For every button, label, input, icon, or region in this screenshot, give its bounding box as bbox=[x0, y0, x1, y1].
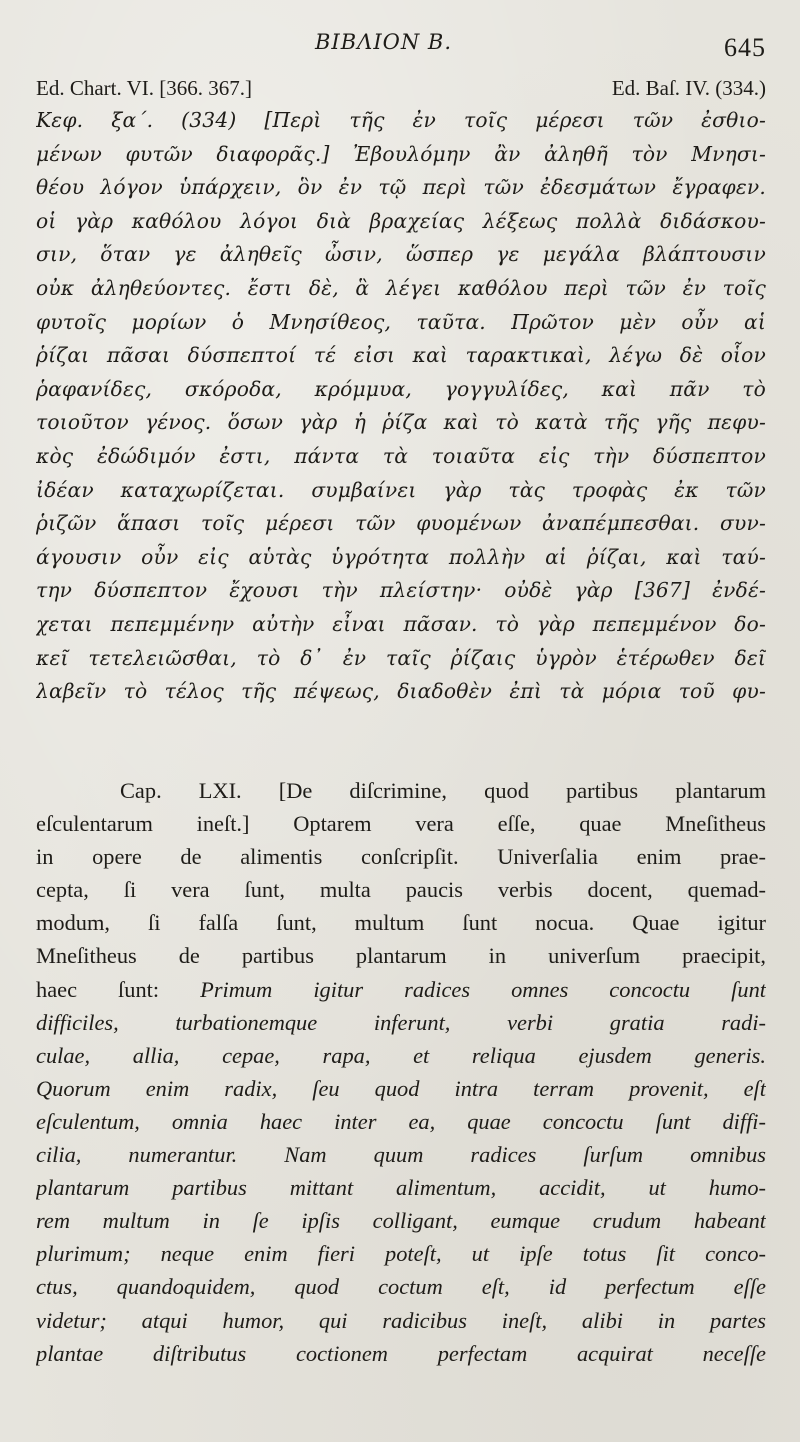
italic-text-segment: plantae diſtributus coctionem perfectam acquirat neceſſe bbox=[36, 1340, 766, 1366]
roman-text-segment: in opere de alimentis conſcripſit. Univerſalia enim prae- bbox=[36, 844, 766, 870]
greek-text-line: κὸς ἐδώδιμόν ἐστι, πάντα τὰ τοιαῦτα εἰς τὴν δύσπεπτον bbox=[36, 443, 766, 468]
roman-text-segment: haec ſunt: bbox=[36, 976, 201, 1002]
greek-text-line: κεῖ τετελειῶσθαι, τὸ δ᾽ ἐν ταῖς ῥίζαις ὑγρὸν ἑτέρωθεν δεῖ bbox=[36, 645, 766, 670]
greek-text-line: Κεφ. ξα΄. (334) [Περὶ τῆς ἐν τοῖς μέρεσι τῶν ἐσθιο- bbox=[36, 108, 766, 132]
italic-text-segment: plurimum; neque enim fieri poteſt, ut ipſe totus ſit conco- bbox=[36, 1241, 766, 1267]
italic-text-segment: Quorum enim radix, ſeu quod intra terram provenit, eſt bbox=[36, 1075, 766, 1101]
roman-text-segment: Mneſitheus de partibus plantarum in univerſum praecipit, bbox=[36, 943, 766, 969]
greek-text-line: χεται πεπεμμένην αὐτὴν εἶναι πᾶσαν. τὸ γὰρ πεπεμμένον δο- bbox=[36, 611, 766, 636]
latin-text-line bbox=[36, 1072, 766, 1105]
greek-text-line: ῥίζαι πᾶσαι δύσπεπτοί τέ εἰσι καὶ ταρακτικαὶ, λέγω δὲ οἷον bbox=[36, 343, 766, 368]
edition-references bbox=[36, 76, 766, 106]
latin-text-line bbox=[36, 1138, 766, 1171]
italic-text-segment: cilia, numerantur. Nam quum radices ſurſum omnibus bbox=[36, 1142, 766, 1168]
roman-text-segment: modum, ſi falſa ſunt, multum ſunt nocua. Quae igitur bbox=[36, 910, 766, 936]
italic-text-segment: videtur; atqui humor, qui radicibus ineſt, alibi in partes bbox=[36, 1307, 766, 1333]
greek-text-line: φυτοῖς μορίων ὁ Μνησίθεος, ταῦτα. Πρῶτον μὲν οὖν αἱ bbox=[36, 309, 766, 334]
latin-text-block bbox=[36, 774, 766, 1370]
greek-text-line: σιν, ὅταν γε ἀληθεῖς ὦσιν, ὥσπερ γε μεγάλα βλάπτουσιν bbox=[36, 242, 766, 267]
italic-text-segment: plantarum partibus mittant alimentum, accidit, ut humo- bbox=[36, 1175, 766, 1201]
greek-text-line: ῥιζῶν ἅπασι τοῖς μέρεσι τῶν φυομένων ἀναπέμπεσθαι. συν- bbox=[36, 511, 766, 536]
greek-text-line: οὐκ ἀληθεύοντες. ἔστι δὲ, ἃ λέγει καθόλου περὶ τῶν ἐν τοῖς bbox=[36, 275, 766, 300]
greek-text-line: τοιοῦτον γένος. ὅσων γὰρ ἡ ῥίζα καὶ τὸ κατὰ τῆς γῆς πεφυ- bbox=[36, 410, 766, 435]
italic-text-segment: eſculentum, omnia haec inter ea, quae concoctu ſunt diffi- bbox=[36, 1108, 766, 1134]
latin-text-line bbox=[36, 807, 766, 840]
latin-text-line bbox=[36, 873, 766, 906]
italic-text-segment: rem multum in ſe ipſis colligant, eumque crudum habeant bbox=[36, 1208, 766, 1234]
running-title: BIBΛION B. bbox=[315, 30, 452, 54]
latin-text-line bbox=[36, 973, 766, 1006]
italic-text-segment: ctus, quandoquidem, quod coctum eſt, id perfectum eſſe bbox=[36, 1274, 766, 1300]
latin-text-line bbox=[36, 1237, 766, 1270]
greek-text-line: οἱ γὰρ καθόλου λόγοι διὰ βραχείας λέξεως πολλὰ διδάσκου- bbox=[36, 208, 766, 233]
greek-text-line: ἰδέαν καταχωρίζεται. συμβαίνει γὰρ τὰς τροφὰς ἐκ τῶν bbox=[36, 477, 766, 502]
roman-text-segment: eſculentarum ineſt.] Optarem vera eſſe, quae Mneſitheus bbox=[36, 811, 766, 837]
greek-text-line: την δύσπεπτον ἔχουσι τὴν πλείστην· οὐδὲ γὰρ [367] ἐνδέ- bbox=[36, 578, 766, 603]
latin-text-line bbox=[36, 1006, 766, 1039]
greek-text-line: άγουσιν οὖν εἰς αὑτὰς ὑγρότητα πολλὴν αἱ ῥίζαι, καὶ ταύ- bbox=[36, 544, 766, 569]
page-number: 645 bbox=[724, 33, 766, 62]
greek-text-line: ῥαφανίδες, σκόροδα, κρόμμυα, γογγυλίδες, καὶ πᾶν τὸ bbox=[36, 376, 766, 401]
latin-text-line bbox=[36, 840, 766, 873]
greek-text-block bbox=[36, 104, 766, 709]
edition-basel-reference: Ed. Baſ. IV. (334.) bbox=[611, 76, 766, 100]
latin-text-line bbox=[36, 1039, 766, 1072]
roman-text-segment: cepta, ſi vera ſunt, multa paucis verbis docent, quemad- bbox=[36, 877, 766, 903]
greek-text-line: μένων φυτῶν διαφορᾶς.] Ἐβουλόμην ἂν ἀληθῆ τὸν Μνησι- bbox=[36, 141, 766, 166]
latin-text-line bbox=[36, 1337, 766, 1370]
latin-text-line bbox=[36, 1304, 766, 1337]
italic-text-segment: culae, allia, cepae, rapa, et reliqua ejusdem generis. bbox=[36, 1042, 766, 1068]
greek-text-line: θέου λόγον ὑπάρχειν, ὃν ἐν τῷ περὶ τῶν ἐδεσμάτων ἔγραφεν. bbox=[36, 175, 766, 200]
latin-text-line bbox=[36, 906, 766, 939]
latin-text-line bbox=[36, 1270, 766, 1303]
greek-text-line: λαβεῖν τὸ τέλος τῆς πέψεως, διαδοθὲν ἐπὶ τὰ μόρια τοῦ φυ- bbox=[36, 679, 766, 704]
latin-text-line bbox=[36, 939, 766, 972]
edition-chartier-reference: Ed. Chart. VI. [366. 367.] bbox=[36, 76, 252, 100]
latin-text-line bbox=[36, 1204, 766, 1237]
roman-text-segment: Cap. LXI. [De diſcrimine, quod partibus plantarum bbox=[120, 778, 766, 803]
italic-text-segment: Primum igitur radices omnes concoctu ſunt bbox=[200, 976, 766, 1002]
running-head bbox=[0, 30, 800, 70]
latin-text-line bbox=[36, 774, 766, 807]
latin-text-line bbox=[36, 1105, 766, 1138]
latin-text-line bbox=[36, 1171, 766, 1204]
italic-text-segment: difficiles, turbationemque inferunt, verbi gratia radi- bbox=[36, 1009, 766, 1035]
